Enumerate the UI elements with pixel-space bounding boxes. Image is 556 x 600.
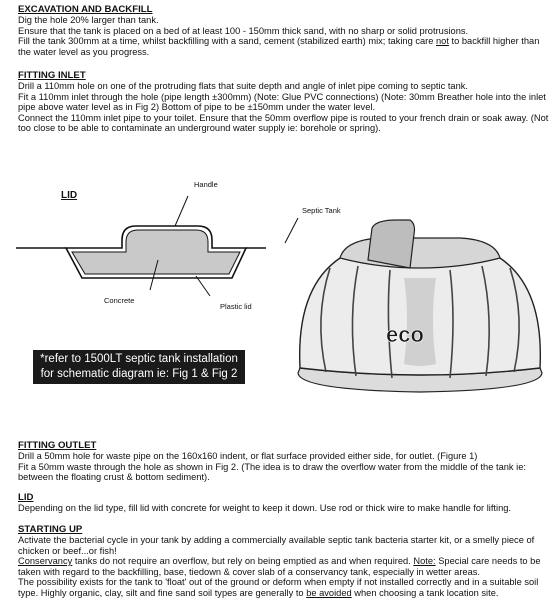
excavation-line-1: Dig the hole 20% larger than tank. [18,15,159,25]
lid-diagram-title: LID [61,190,78,201]
tank-top-collar [340,238,500,268]
eco-logo: eco [386,322,424,347]
conservancy-emphasis: Conservancy [18,556,73,567]
excavation-line-3b: to backfill higher than the water level as you progress. [18,36,540,57]
starting-up-line-3a: The possibility exists for the tank to 'float' out of the ground or deform when empty if not installed correctly and in a suitable soil type. Highly organic, clay, silt and fine sand soil types are generally to [18,577,539,598]
plastic-lid-label: Plastic lid [220,302,252,311]
excavation-not-emphasis: not [436,36,449,47]
starting-up-line-3b: when choosing a tank location site. [351,587,499,598]
tank-inlet-flat [368,220,415,268]
excavation-heading: EXCAVATION AND BACKFILL [18,4,153,15]
septic-tank-pointer [285,218,298,243]
lid-cross-section [16,196,266,296]
reference-callout [33,350,245,384]
septic-tank-illustration [298,220,542,392]
septic-tank-label: Septic Tank [302,206,341,215]
fitting-inlet-line-1: Drill a 110mm hole on one of the protruding flats that suite depth and angle of inlet pipe coming to septic tank. [18,81,468,91]
fitting-outlet-line-1: Drill a 50mm hole for waste pipe on the 160x160 indent, or flat surface provided either side, for outlet. (Figure 1) [18,451,478,461]
fitting-inlet-line-3: Connect the 110mm inlet pipe to your toilet. Ensure that the 50mm overflow pipe is routed to your french drain or soak away. (Not too close to be able to contaminate an underground water supply ie: borehole or spring). [18,112,549,134]
callout-line-2: for schematic diagram ie: Fig 1 & Fig 2 [40,368,238,380]
starting-up-line-1: Activate the bacterial cycle in your tank by adding a commercially available septic tank bacteria starter kit, or a smelly piece of chicken or beef...or fish! [18,535,535,556]
starting-up-line-2 [18,556,552,577]
callout-line-1: *refer to 1500LT septic tank installation [40,353,238,365]
starting-up-section [18,524,552,599]
plastic-lid-pointer [196,276,210,296]
excavation-line-2: Ensure that the tank is placed on a bed of at least 100 - 150mm thick sand, with no sharp or solid protrusions. [18,25,469,36]
fitting-inlet-heading: FITTING INLET [18,70,86,81]
handle-pointer [175,196,188,226]
fitting-outlet-line-2: Fit a 50mm waste through the hole as shown in Fig 2. (The idea is to draw the overflow water from the middle of the tank ie: between the floating crust & bottom sediment). [18,461,526,483]
handle-label: Handle [194,180,218,189]
avoided-emphasis: be avoided [306,587,352,598]
concrete-label: Concrete [104,296,135,305]
fitting-outlet-heading: FITTING OUTLET [18,440,97,451]
fitting-inlet-section [18,70,552,134]
fitting-outlet-section [18,440,552,483]
lid-and-tank-diagram [0,168,556,430]
starting-up-line-2a: tanks do not require an overflow, but rely on being emptied as and when required. [72,556,414,567]
lid-heading: LID [18,492,34,503]
lid-line-1: Depending on the lid type, fill lid with concrete for weight to keep it down. Use rod or thick wire to make handle for lifting. [18,503,511,513]
excavation-line-3 [18,36,552,57]
fitting-inlet-line-2: Fit a 110mm inlet through the hole (pipe length ±300mm) (Note: Glue PVC connections) (Note: 30mm Breather hole into the inlet pipe above water level as in Fig 2) Bottom of pipe to be ±150mm under the water level. [18,91,546,113]
lid-section [18,492,552,514]
starting-up-line-2b: Special care needs to be taken with regard to the backfilling, base, tiedown & cover slab of a conservancy tank, especially in wetter areas. [18,556,541,577]
excavation-line-3a: Fill the tank 300mm at a time, whilst backfilling with a sand, cement (stabilized earth) mix; taking care [18,36,437,47]
note-emphasis: Note: [413,556,436,567]
starting-up-heading: STARTING UP [18,524,83,535]
starting-up-line-3 [18,577,552,598]
excavation-section [18,4,552,57]
diagram-figure [0,168,556,430]
